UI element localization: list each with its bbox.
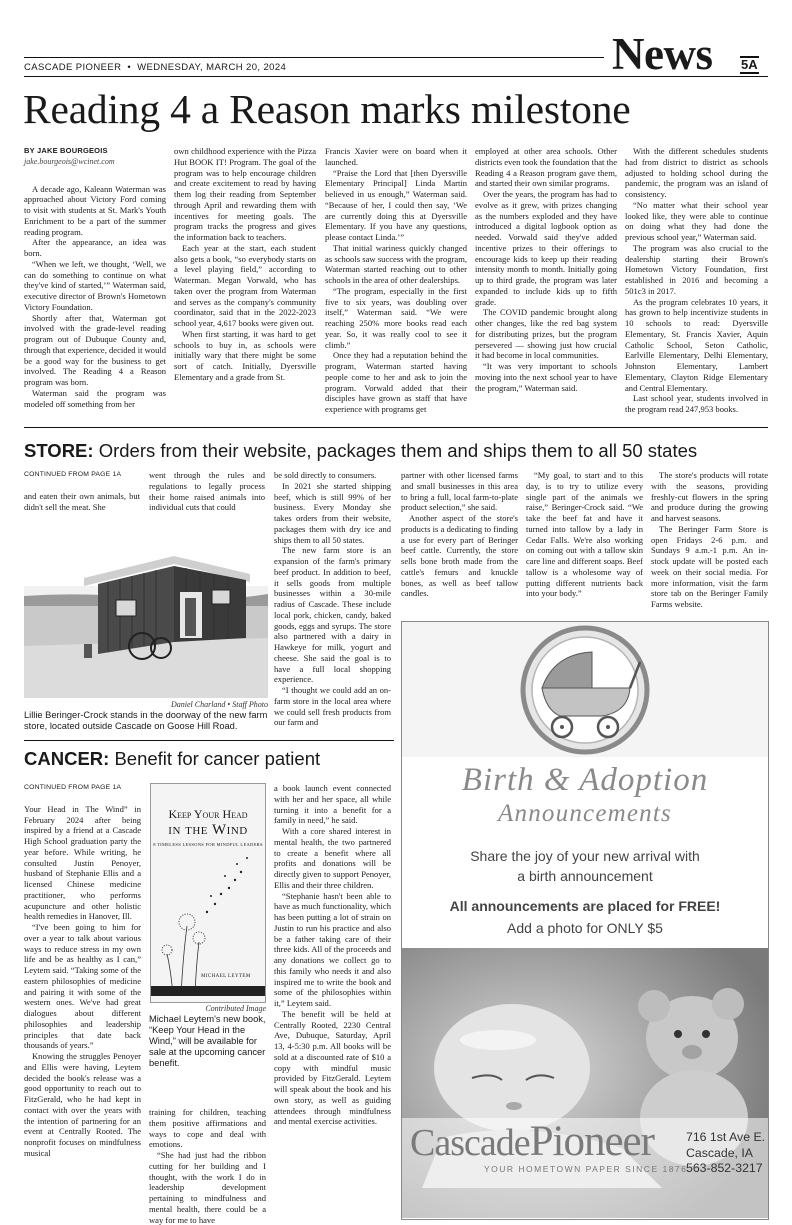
paragraph: A decade ago, Kaleann Waterman was approached about Victory Ford coming to visit with students at St. Mark's Youth Enrichment to be a part of the summer reading program. <box>24 183 166 237</box>
paragraph: “The program, especially in the first five to six years, was doubling over itself,” Waterman said. “We were reaching 250% more books read each year. So, it was really cool to see it climb.” <box>325 285 467 350</box>
paragraph: Each year at the start, each student also gets a book, “so everybody starts on a level playing field,” according to Waterman. Megan Vorwald, who has taken over the program from Waterman and serves as the company's community coordinator, said that in the 2022-2023 school year, 4,617 books were given out. <box>174 242 316 328</box>
paragraph: Your Head in The Wind” in February 2024 after being inspired by a friend at a Cascade High School graduation party the year before. While writing, he consulted Justin Penoyer, husband of Stephanie Ellis and a licensed Chinese medicine practitioner, who performs acupuncture and other holistic health remedies in Hanover, Ill. <box>24 803 141 922</box>
paragraph: a book launch event connected with her and her space, all while turning it into a benefit for a family in need,” he said. <box>274 783 391 826</box>
cancer-column-1 <box>24 783 141 1159</box>
paragraph: Another aspect of the store's products is a dedicating to finding a use for every part of Beringer beef cattle. Currently, the store sells bone broth made from the cattle's femurs and knuckle bones, as well as beef tallow candles. <box>401 513 518 599</box>
reading-column-2 <box>174 146 316 383</box>
paragraph: own childhood experience with the Pizza Hut BOOK IT! Program. The goal of the program was to help encourage children and create excitement to read by having them log their reading from September through April and rewarding them with incentives for meeting goals. The program tracks the progress and gives the information back to teachers. <box>174 146 316 242</box>
paragraph: “Praise the Lord that [then Dyersville Elementary Principal] Linda Martin believed in us enough,” Waterman said. “Because of her, I could then say, ‘We are currently doing this at Dyersville Elementary. If you have any questions, please contact Linda.’” <box>325 167 467 242</box>
cancer-headline-label: CANCER: <box>24 748 110 769</box>
logo-word-1: Cascade <box>410 1122 530 1164</box>
paragraph: Shortly after that, Waterman got involved with the grade-level reading program out of Dubuque County and, through that experience, decided it would be a good way for the business to get involved. The Reading 4 a Reason program was born. <box>24 312 166 387</box>
dateline-separator: • <box>127 62 132 73</box>
paragraph: After the appearance, an idea was born. <box>24 237 166 258</box>
address-city: Cascade, IA <box>686 1145 753 1160</box>
stroller-medallion <box>402 622 768 757</box>
phone-number: 563-852-3217 <box>686 1161 763 1175</box>
section-divider <box>24 427 768 428</box>
book-cover <box>150 783 266 1003</box>
address-street: 716 1st Ave E. <box>686 1130 766 1144</box>
paragraph: Waterman said the program was modeled off something from her <box>24 387 166 409</box>
paragraph: The new farm store is an expansion of the farm's primary beef product. In addition to beef, it sells goods from multiple businesses within a 30-mile radius of Cascade. These include local pork, chicken, candy, baked goods, eggs and syrups. The store also partnered with a dairy in Hawkeye for milk, yogurt and cheese. She said the goal is to have a full local shopping experience. <box>274 545 391 685</box>
paragraph: “No matter what their school year looked like, they were able to continue on doing what they had done the previous school year,” Waterman said. <box>625 199 768 242</box>
paragraph: went through the rules and regulations to legally process their home raised animals into individual cuts that could <box>149 470 265 513</box>
paragraph: The store's products will rotate with the seasons, providing freshly-cut flowers in the spring and produce during the growing and harvest seasons. <box>651 470 768 523</box>
reading-email: jake.bourgeois@wcinet.com <box>24 156 115 166</box>
cancer-column-3 <box>274 783 391 1127</box>
reading-column-4 <box>475 146 617 393</box>
masthead-rule <box>24 57 604 58</box>
book-title-line-2: in the Wind <box>168 822 248 838</box>
paragraph: be sold directly to consumers. <box>274 470 377 480</box>
paragraph: “I thought we could add an on-farm store in the local area where we could sell fresh products from our farm and <box>274 685 391 728</box>
logo-tagline: YOUR HOMETOWN PAPER SINCE 1876 <box>484 1164 688 1174</box>
paragraph: Once they had a reputation behind the program, Waterman started having people come to her and ask to join the program. Vorwald added that their disciples have grown as staff that have experience with programs get <box>325 350 467 414</box>
photo-caption: Lillie Beringer-Crock stands in the doorway of the new farm store, located outside Cascade on Goose Hill Road. <box>24 710 268 731</box>
paragraph: The benefit will be held at Centrally Rooted, 2230 Central Ave, Dubuque, Saturday, April 13, 4-5:30 p.m. All books will be sold at a discounted rate of $10 a copy with mindful music provided by FitzGerald. Leytem will speak about the book and his own story, as well as guiding attendees through mindfulness and mental exercise activities. <box>274 1008 391 1127</box>
store-column-5 <box>526 470 643 599</box>
photo-credit: Daniel Charland • Staff Photo <box>170 700 268 709</box>
cancer-headline <box>24 748 320 770</box>
paragraph: That initial wariness quickly changed as schools saw success with the program, Waterman started reaching out to other schools in the area of other dealerships. <box>325 242 467 285</box>
ad-address <box>686 1130 765 1177</box>
paragraph: Over the years, the program has had to evolve as it grew, with prizes changing as the numbers exploded and they have introduced a digital logbook option as needed. Vorwald said they've added incentive prizes to their offerings to encourage kids to keep up their reading intensity month to month. Initially going up to third grade, the program was later expanded to include kids up to fifth grade. <box>475 189 617 307</box>
paragraph: Francis Xavier were on board when it launched. <box>325 146 467 167</box>
paragraph: “Stephanie hasn't been able to have as much functionality, which has been putting a lot of strain on Justin to run his practice and also be a father taking care of their three kids. All of the proceeds and any donations we collect go to this family who needs it and also inspired me to write the book and some of the philosophies within it,” Leytem said. <box>274 890 392 1008</box>
page-number: 5A <box>741 57 758 72</box>
paragraph: training for children, teaching them positive affirmations and ways to cope and deal with emotions. <box>149 1107 266 1150</box>
reading-column-5 <box>625 146 768 415</box>
paragraph: When first starting, it was hard to get schools to buy in, as schools were initially wary that there might be some sort of catch. Initially, Dyersville Elementary and a grade from St. <box>174 328 316 382</box>
paragraph: “When we left, we thought, ‘Well, we can do something to continue on what they've kind of started,’” Waterman said, executive director of Brown's Hometown Victory Foundation. <box>24 258 166 312</box>
book-title-line-1: Keep Your Head <box>168 807 248 821</box>
cancer-column-2 <box>149 1107 266 1225</box>
paragraph: In 2021 she started shipping beef, which is still 99% of her business. Every Monday she takes orders from their website, packages them with dry ice and ships them to all 50 states. <box>274 480 391 545</box>
cascade-pioneer-logo <box>410 1118 654 1165</box>
reading-byline: BY JAKE BOURGEOIS <box>24 146 108 155</box>
birth-announcement-ad <box>401 621 769 1220</box>
ad-line-1: Share the joy of your new arrival with <box>470 848 700 864</box>
store-headline-text: Orders from their website, packages them and ships them to all 50 states <box>93 440 698 461</box>
ad-subtitle: Announcements <box>498 800 672 827</box>
paragraph: “I've been going to him for over a year to talk about various ways to reduce stress in my own life and be as healthy as I can,” Leytem said. “Taking some of the eastern philosophies of medicine and pairing it with some of the western ones. We've had great dialogues about different philosophies and leadership principles that date back thousands of years.” <box>24 922 141 1051</box>
book-subtitle: 8 TIMELESS LESSONS FOR MINDFUL LEADERS <box>153 842 263 847</box>
paragraph: Knowing the struggles Penoyer and Ellis were having, Leytem decided the book's release was a good opportunity to reach out to FitzGerald, who he had kept in contact with over the years with the intention of partnering for an event at Centrally Rooted. The nonprofit focuses on mindfulness musical <box>24 1051 141 1158</box>
book-caption: Michael Leytem's new book, “Keep Your Head in the Wind,” will be available for sale at the upcoming cancer benefit. <box>149 1014 266 1068</box>
paragraph: partner with other licensed farms and small businesses in this area to bring a full, local farm-to-plate product selection,” she said. <box>401 470 518 513</box>
logo-word-2: Pioneer <box>529 1118 654 1165</box>
farm-store-photo <box>24 526 268 698</box>
section-divider <box>24 740 394 741</box>
continued-from: CONTINUED FROM PAGE 1A <box>24 784 122 791</box>
section-title: News <box>612 29 713 79</box>
paragraph: As the program celebrates 10 years, it has grown to help incentivize students in 10 schools to read: Dyersville Elementary, St. Francis Xavier, Aquin Catholic School, Seton Catholic, Earlville Elementary, Delhi Elementary, Johnston Elementary, Lambert Elementary, Clayton Ridge Elementary and Central Elementary. <box>625 296 768 393</box>
store-column-6 <box>651 470 768 610</box>
store-column-1 <box>24 470 140 512</box>
reading-column-1 <box>24 146 166 409</box>
issue-date: WEDNESDAY, MARCH 20, 2024 <box>137 62 287 73</box>
store-column-2 <box>149 470 265 513</box>
farm-store-illustration <box>24 526 268 698</box>
ad-title: Birth & Adoption <box>461 762 709 798</box>
paragraph: “My goal, to start and to this day, is to try to utilize every single part of the animals we raise,” Beringer-Crock said. “We take the beef fat and have it turned into tallow by a lady in Cedar Falls. We're also working on coming out with a tallow skin care line and different soaps. Beef tallow is a wholesome way of putting different nutrients back into your body.” <box>526 470 643 599</box>
store-headline <box>24 440 697 462</box>
masthead-dateline <box>24 62 286 73</box>
paragraph: “It was very important to schools moving into the next school year to have the program,” Waterman said. <box>475 361 617 393</box>
paragraph: With the different schedules students had from district to district as schools adjusted to holding school during the pandemic, the program was an island of consistency. <box>625 146 768 199</box>
paragraph: employed at other area schools. Other districts even took the foundation that the Reading 4 a Reason program gave them, and started their own similar programs. <box>475 146 617 189</box>
book-author: MICHAEL LEYTEM <box>201 974 251 979</box>
paragraph: The COVID pandemic brought along other changes, like the red bag system for distributing prizes, but the program persevered — showing just how crucial it had become in local communities. <box>475 307 617 361</box>
ad-line-2: a birth announcement <box>517 868 653 884</box>
store-column-4 <box>401 470 518 599</box>
paragraph: “She had just had the ribbon cutting for her building and I thought, with the work I do in leadership development pertaining to mindfulness and mental health, there could be a way for me to have <box>149 1150 266 1225</box>
paragraph: The program was also crucial to the dealership starting their Brown's Hometown Victory Foundation, first established in 2016 and becoming a 501c3 in 2017. <box>625 242 768 296</box>
paragraph: and eaten their own animals, but didn't sell the meat. She <box>24 490 140 512</box>
store-column-3 <box>274 470 391 728</box>
book-credit: Contributed Image <box>205 1004 266 1013</box>
continued-from: CONTINUED FROM PAGE 1A <box>24 471 122 478</box>
paragraph: With a core shared interest in mental health, the two partnered to create a benefit where all profits and donations will be directly given to support Penoyer, Ellis and their three children. <box>274 826 391 890</box>
paper-name: CASCADE PIONEER <box>24 62 122 73</box>
ad-free-notice: All announcements are placed for FREE! <box>449 898 721 914</box>
book-title <box>151 806 265 838</box>
paragraph: The Beringer Farm Store is open Fridays 2-6 p.m. and Sundays 9 a.m.-1 p.m. An in-stock update will be posted each week on their social media. For more information, visit the farm store tab on the Beringer Family Farms website. <box>651 523 768 609</box>
ad-photo-notice: Add a photo for ONLY $5 <box>507 920 663 936</box>
paragraph: Last school year, students involved in the program read 247,953 books. <box>625 393 768 414</box>
store-headline-label: STORE: <box>24 440 94 461</box>
cancer-headline-text: Benefit for cancer patient <box>109 748 321 769</box>
reading-headline: Reading 4 a Reason marks milestone <box>23 86 631 132</box>
reading-column-3 <box>325 146 467 415</box>
